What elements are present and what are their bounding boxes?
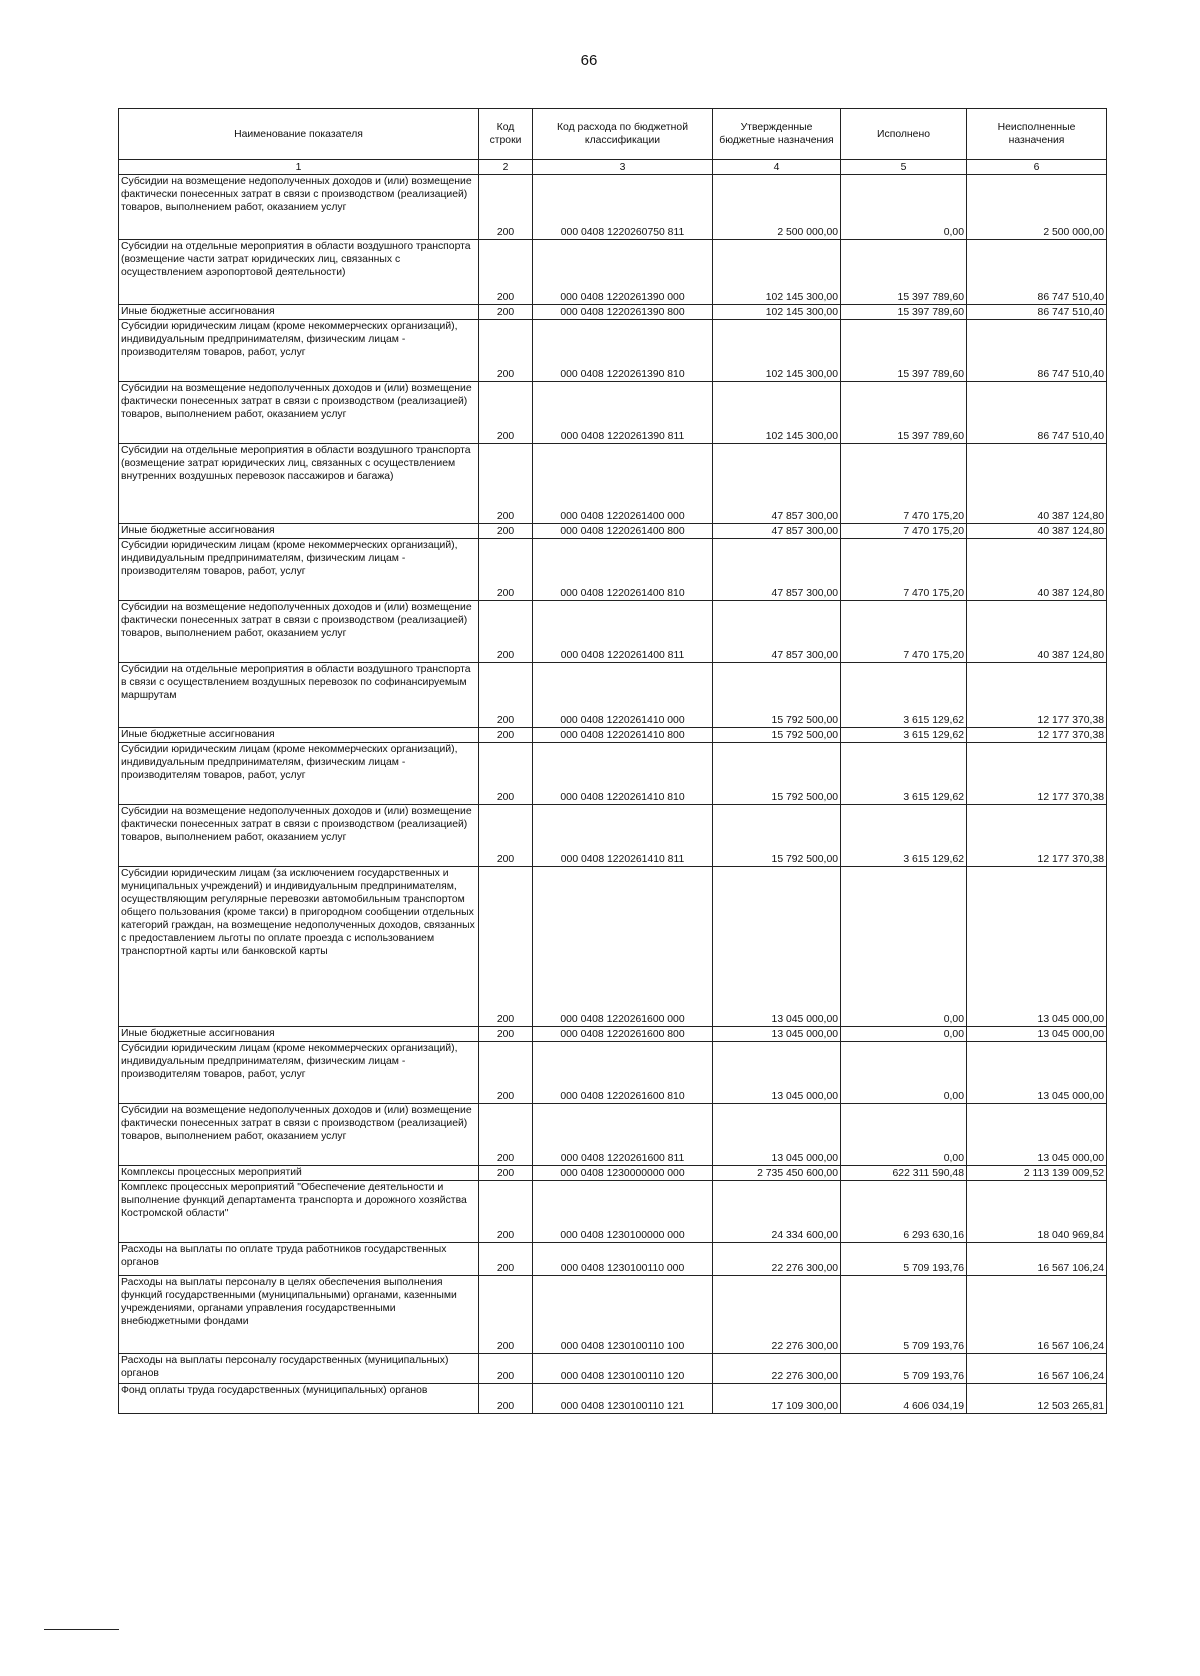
- row-expense-code: 000 0408 1220261410 000: [533, 663, 713, 728]
- row-line-code: 200: [479, 320, 533, 382]
- row-line-code: 200: [479, 728, 533, 743]
- row-approved: 15 792 500,00: [713, 743, 841, 805]
- row-approved: 47 857 300,00: [713, 444, 841, 524]
- row-name: Иные бюджетные ассигнования: [119, 1027, 479, 1042]
- row-name: Субсидии юридическим лицам (кроме некоммерческих организаций), индивидуальным предпринимателям, физическим лицам - производителям товаров, работ, услуг: [119, 539, 479, 601]
- row-expense-code: 000 0408 1230000000 000: [533, 1166, 713, 1181]
- row-expense-code: 000 0408 1220261600 810: [533, 1042, 713, 1104]
- column-number: 6: [967, 160, 1107, 175]
- row-unexecuted: 13 045 000,00: [967, 1104, 1107, 1166]
- row-line-code: 200: [479, 1104, 533, 1166]
- row-executed: 15 397 789,60: [841, 240, 967, 305]
- row-expense-code: 000 0408 1230100110 121: [533, 1384, 713, 1414]
- row-approved: 13 045 000,00: [713, 867, 841, 1027]
- table-row: [119, 539, 1107, 601]
- header-line-code: Код строки: [479, 109, 533, 160]
- footer-rule: [44, 1629, 119, 1630]
- row-expense-code: 000 0408 1220261390 811: [533, 382, 713, 444]
- row-name: Расходы на выплаты персоналу государственных (муниципальных) органов: [119, 1354, 479, 1384]
- row-executed: 7 470 175,20: [841, 539, 967, 601]
- header-approved: Утвержденные бюджетные назначения: [713, 109, 841, 160]
- row-expense-code: 000 0408 1220261410 811: [533, 805, 713, 867]
- row-executed: 4 606 034,19: [841, 1384, 967, 1414]
- row-name: Субсидии юридическим лицам (кроме некоммерческих организаций), индивидуальным предпринимателям, физическим лицам - производителям товаров, работ, услуг: [119, 320, 479, 382]
- row-name: Субсидии на возмещение недополученных доходов и (или) возмещение фактически понесенных затрат в связи с производством (реализацией) товаров, выполнением работ, оказанием услуг: [119, 601, 479, 663]
- row-executed: 5 709 193,76: [841, 1276, 967, 1354]
- row-expense-code: 000 0408 1230100110 100: [533, 1276, 713, 1354]
- row-approved: 13 045 000,00: [713, 1104, 841, 1166]
- row-executed: 7 470 175,20: [841, 601, 967, 663]
- table-row: [119, 743, 1107, 805]
- row-approved: 2 500 000,00: [713, 175, 841, 240]
- row-expense-code: 000 0408 1220261400 810: [533, 539, 713, 601]
- row-approved: 47 857 300,00: [713, 601, 841, 663]
- row-approved: 102 145 300,00: [713, 240, 841, 305]
- table-body: [119, 175, 1107, 1414]
- row-executed: 15 397 789,60: [841, 305, 967, 320]
- row-line-code: 200: [479, 1181, 533, 1243]
- row-executed: 0,00: [841, 1104, 967, 1166]
- row-unexecuted: 16 567 106,24: [967, 1354, 1107, 1384]
- table-row: [119, 601, 1107, 663]
- row-unexecuted: 40 387 124,80: [967, 601, 1107, 663]
- row-expense-code: 000 0408 1220261400 000: [533, 444, 713, 524]
- row-unexecuted: 86 747 510,40: [967, 240, 1107, 305]
- row-approved: 17 109 300,00: [713, 1384, 841, 1414]
- row-name: Субсидии юридическим лицам (кроме некоммерческих организаций), индивидуальным предпринимателям, физическим лицам - производителям товаров, работ, услуг: [119, 1042, 479, 1104]
- column-number: 3: [533, 160, 713, 175]
- row-expense-code: 000 0408 1230100110 120: [533, 1354, 713, 1384]
- row-line-code: 200: [479, 305, 533, 320]
- row-name: Расходы на выплаты персоналу в целях обеспечения выполнения функций государственными (муниципальными) органами, казенными учреждениями, органами управления государственными внебюджетными фондами: [119, 1276, 479, 1354]
- row-name: Субсидии юридическим лицам (кроме некоммерческих организаций), индивидуальным предпринимателям, физическим лицам - производителям товаров, работ, услуг: [119, 743, 479, 805]
- row-name: Субсидии на возмещение недополученных доходов и (или) возмещение фактически понесенных затрат в связи с производством (реализацией) товаров, выполнением работ, оказанием услуг: [119, 1104, 479, 1166]
- header-unexecuted: Неисполненные назначения: [967, 109, 1107, 160]
- table-row: [119, 240, 1107, 305]
- row-approved: 47 857 300,00: [713, 524, 841, 539]
- row-approved: 13 045 000,00: [713, 1042, 841, 1104]
- row-name: Субсидии на возмещение недополученных доходов и (или) возмещение фактически понесенных затрат в связи с производством (реализацией) товаров, выполнением работ, оказанием услуг: [119, 805, 479, 867]
- table-row: [119, 1384, 1107, 1414]
- row-approved: 24 334 600,00: [713, 1181, 841, 1243]
- row-line-code: 200: [479, 805, 533, 867]
- column-number: 1: [119, 160, 479, 175]
- row-name: Субсидии на отдельные мероприятия в области воздушного транспорта (возмещение затрат юридических лиц, связанных с осуществлением внутренних воздушных перевозок пассажиров и багажа): [119, 444, 479, 524]
- page-number: 66: [580, 52, 598, 69]
- row-line-code: 200: [479, 539, 533, 601]
- row-line-code: 200: [479, 1276, 533, 1354]
- row-name: Комплекс процессных мероприятий "Обеспечение деятельности и выполнение функций департамента транспорта и дорожного хозяйства Костромской области": [119, 1181, 479, 1243]
- row-expense-code: 000 0408 1220261600 000: [533, 867, 713, 1027]
- row-approved: 22 276 300,00: [713, 1276, 841, 1354]
- row-approved: 102 145 300,00: [713, 305, 841, 320]
- row-approved: 2 735 450 600,00: [713, 1166, 841, 1181]
- row-unexecuted: 13 045 000,00: [967, 1027, 1107, 1042]
- row-line-code: 200: [479, 663, 533, 728]
- row-line-code: 200: [479, 175, 533, 240]
- header-name: Наименование показателя: [119, 109, 479, 160]
- row-name: Субсидии на возмещение недополученных доходов и (или) возмещение фактически понесенных затрат в связи с производством (реализацией) товаров, выполнением работ, оказанием услуг: [119, 382, 479, 444]
- row-executed: 0,00: [841, 867, 967, 1027]
- row-line-code: 200: [479, 601, 533, 663]
- row-expense-code: 000 0408 1230100000 000: [533, 1181, 713, 1243]
- table-row: [119, 175, 1107, 240]
- row-name: Комплексы процессных мероприятий: [119, 1166, 479, 1181]
- row-executed: 5 709 193,76: [841, 1354, 967, 1384]
- row-line-code: 200: [479, 444, 533, 524]
- row-expense-code: 000 0408 1230100110 000: [533, 1243, 713, 1276]
- row-unexecuted: 18 040 969,84: [967, 1181, 1107, 1243]
- row-executed: 15 397 789,60: [841, 320, 967, 382]
- column-number: 4: [713, 160, 841, 175]
- row-executed: 5 709 193,76: [841, 1243, 967, 1276]
- table-row: [119, 1354, 1107, 1384]
- row-executed: 622 311 590,48: [841, 1166, 967, 1181]
- table-row: [119, 728, 1107, 743]
- row-unexecuted: 13 045 000,00: [967, 1042, 1107, 1104]
- row-expense-code: 000 0408 1220261390 000: [533, 240, 713, 305]
- row-expense-code: 000 0408 1220261400 811: [533, 601, 713, 663]
- row-line-code: 200: [479, 1354, 533, 1384]
- row-name: Иные бюджетные ассигнования: [119, 305, 479, 320]
- row-unexecuted: 12 177 370,38: [967, 743, 1107, 805]
- row-line-code: 200: [479, 382, 533, 444]
- table-row: [119, 444, 1107, 524]
- row-name: Субсидии юридическим лицам (за исключением государственных и муниципальных учреждений) и индивидуальным предпринимателям, осуществляющим регулярные перевозки автомобильным транспортом общего пользования (кроме такси) в пригородном сообщении отдельных категорий граждан, на возмещение недополученных доходов, связанных с предоставлением льготы по оплате проезда с использованием транспортной карты или банковской карты: [119, 867, 479, 1027]
- row-approved: 102 145 300,00: [713, 382, 841, 444]
- table-row: [119, 524, 1107, 539]
- row-executed: 7 470 175,20: [841, 444, 967, 524]
- row-expense-code: 000 0408 1220261600 800: [533, 1027, 713, 1042]
- column-number: 2: [479, 160, 533, 175]
- row-unexecuted: 2 113 139 009,52: [967, 1166, 1107, 1181]
- row-expense-code: 000 0408 1220261600 811: [533, 1104, 713, 1166]
- row-executed: 15 397 789,60: [841, 382, 967, 444]
- row-executed: 0,00: [841, 1042, 967, 1104]
- row-executed: 0,00: [841, 175, 967, 240]
- row-unexecuted: 2 500 000,00: [967, 175, 1107, 240]
- table-row: [119, 1166, 1107, 1181]
- table-row: [119, 1042, 1107, 1104]
- table-row: [119, 805, 1107, 867]
- row-approved: 102 145 300,00: [713, 320, 841, 382]
- row-line-code: 200: [479, 1027, 533, 1042]
- row-name: Субсидии на возмещение недополученных доходов и (или) возмещение фактически понесенных затрат в связи с производством (реализацией) товаров, выполнением работ, оказанием услуг: [119, 175, 479, 240]
- table-row: [119, 867, 1107, 1027]
- row-approved: 15 792 500,00: [713, 728, 841, 743]
- row-expense-code: 000 0408 1220261400 800: [533, 524, 713, 539]
- row-expense-code: 000 0408 1220261390 810: [533, 320, 713, 382]
- row-expense-code: 000 0408 1220261390 800: [533, 305, 713, 320]
- table-row: [119, 1276, 1107, 1354]
- row-unexecuted: 16 567 106,24: [967, 1276, 1107, 1354]
- row-unexecuted: 86 747 510,40: [967, 305, 1107, 320]
- table-row: [119, 1104, 1107, 1166]
- table-row: [119, 663, 1107, 728]
- row-executed: 7 470 175,20: [841, 524, 967, 539]
- header-expense-code: Код расхода по бюджетной классификации: [533, 109, 713, 160]
- budget-execution-table: [118, 108, 1107, 1414]
- table-row: [119, 320, 1107, 382]
- row-unexecuted: 13 045 000,00: [967, 867, 1107, 1027]
- row-expense-code: 000 0408 1220260750 811: [533, 175, 713, 240]
- row-approved: 22 276 300,00: [713, 1354, 841, 1384]
- row-name: Субсидии на отдельные мероприятия в области воздушного транспорта (возмещение части затрат юридических лиц, связанных с осуществлением аэропортовой деятельности): [119, 240, 479, 305]
- row-executed: 6 293 630,16: [841, 1181, 967, 1243]
- row-executed: 0,00: [841, 1027, 967, 1042]
- table-row: [119, 1243, 1107, 1276]
- row-unexecuted: 16 567 106,24: [967, 1243, 1107, 1276]
- row-approved: 47 857 300,00: [713, 539, 841, 601]
- row-approved: 22 276 300,00: [713, 1243, 841, 1276]
- row-line-code: 200: [479, 1042, 533, 1104]
- row-expense-code: 000 0408 1220261410 800: [533, 728, 713, 743]
- row-unexecuted: 12 177 370,38: [967, 805, 1107, 867]
- row-unexecuted: 86 747 510,40: [967, 382, 1107, 444]
- row-name: Фонд оплаты труда государственных (муниципальных) органов: [119, 1384, 479, 1414]
- row-unexecuted: 12 177 370,38: [967, 663, 1107, 728]
- row-name: Субсидии на отдельные мероприятия в области воздушного транспорта в связи с осуществлением воздушных перевозок по софинансируемым маршрутам: [119, 663, 479, 728]
- row-line-code: 200: [479, 1384, 533, 1414]
- row-line-code: 200: [479, 1166, 533, 1181]
- row-unexecuted: 40 387 124,80: [967, 539, 1107, 601]
- column-number-row: [119, 160, 1107, 175]
- table-row: [119, 1027, 1107, 1042]
- row-approved: 15 792 500,00: [713, 805, 841, 867]
- row-unexecuted: 12 177 370,38: [967, 728, 1107, 743]
- row-name: Иные бюджетные ассигнования: [119, 524, 479, 539]
- row-line-code: 200: [479, 1243, 533, 1276]
- table-row: [119, 382, 1107, 444]
- row-unexecuted: 40 387 124,80: [967, 524, 1107, 539]
- row-unexecuted: 12 503 265,81: [967, 1384, 1107, 1414]
- row-approved: 13 045 000,00: [713, 1027, 841, 1042]
- row-line-code: 200: [479, 240, 533, 305]
- row-approved: 15 792 500,00: [713, 663, 841, 728]
- header-executed: Исполнено: [841, 109, 967, 160]
- row-name: Расходы на выплаты по оплате труда работников государственных органов: [119, 1243, 479, 1276]
- row-unexecuted: 40 387 124,80: [967, 444, 1107, 524]
- table-header-row: [119, 109, 1107, 160]
- table-row: [119, 1181, 1107, 1243]
- row-executed: 3 615 129,62: [841, 805, 967, 867]
- row-line-code: 200: [479, 524, 533, 539]
- column-number: 5: [841, 160, 967, 175]
- row-expense-code: 000 0408 1220261410 810: [533, 743, 713, 805]
- row-executed: 3 615 129,62: [841, 728, 967, 743]
- row-executed: 3 615 129,62: [841, 743, 967, 805]
- table-row: [119, 305, 1107, 320]
- row-line-code: 200: [479, 867, 533, 1027]
- row-name: Иные бюджетные ассигнования: [119, 728, 479, 743]
- row-line-code: 200: [479, 743, 533, 805]
- row-unexecuted: 86 747 510,40: [967, 320, 1107, 382]
- row-executed: 3 615 129,62: [841, 663, 967, 728]
